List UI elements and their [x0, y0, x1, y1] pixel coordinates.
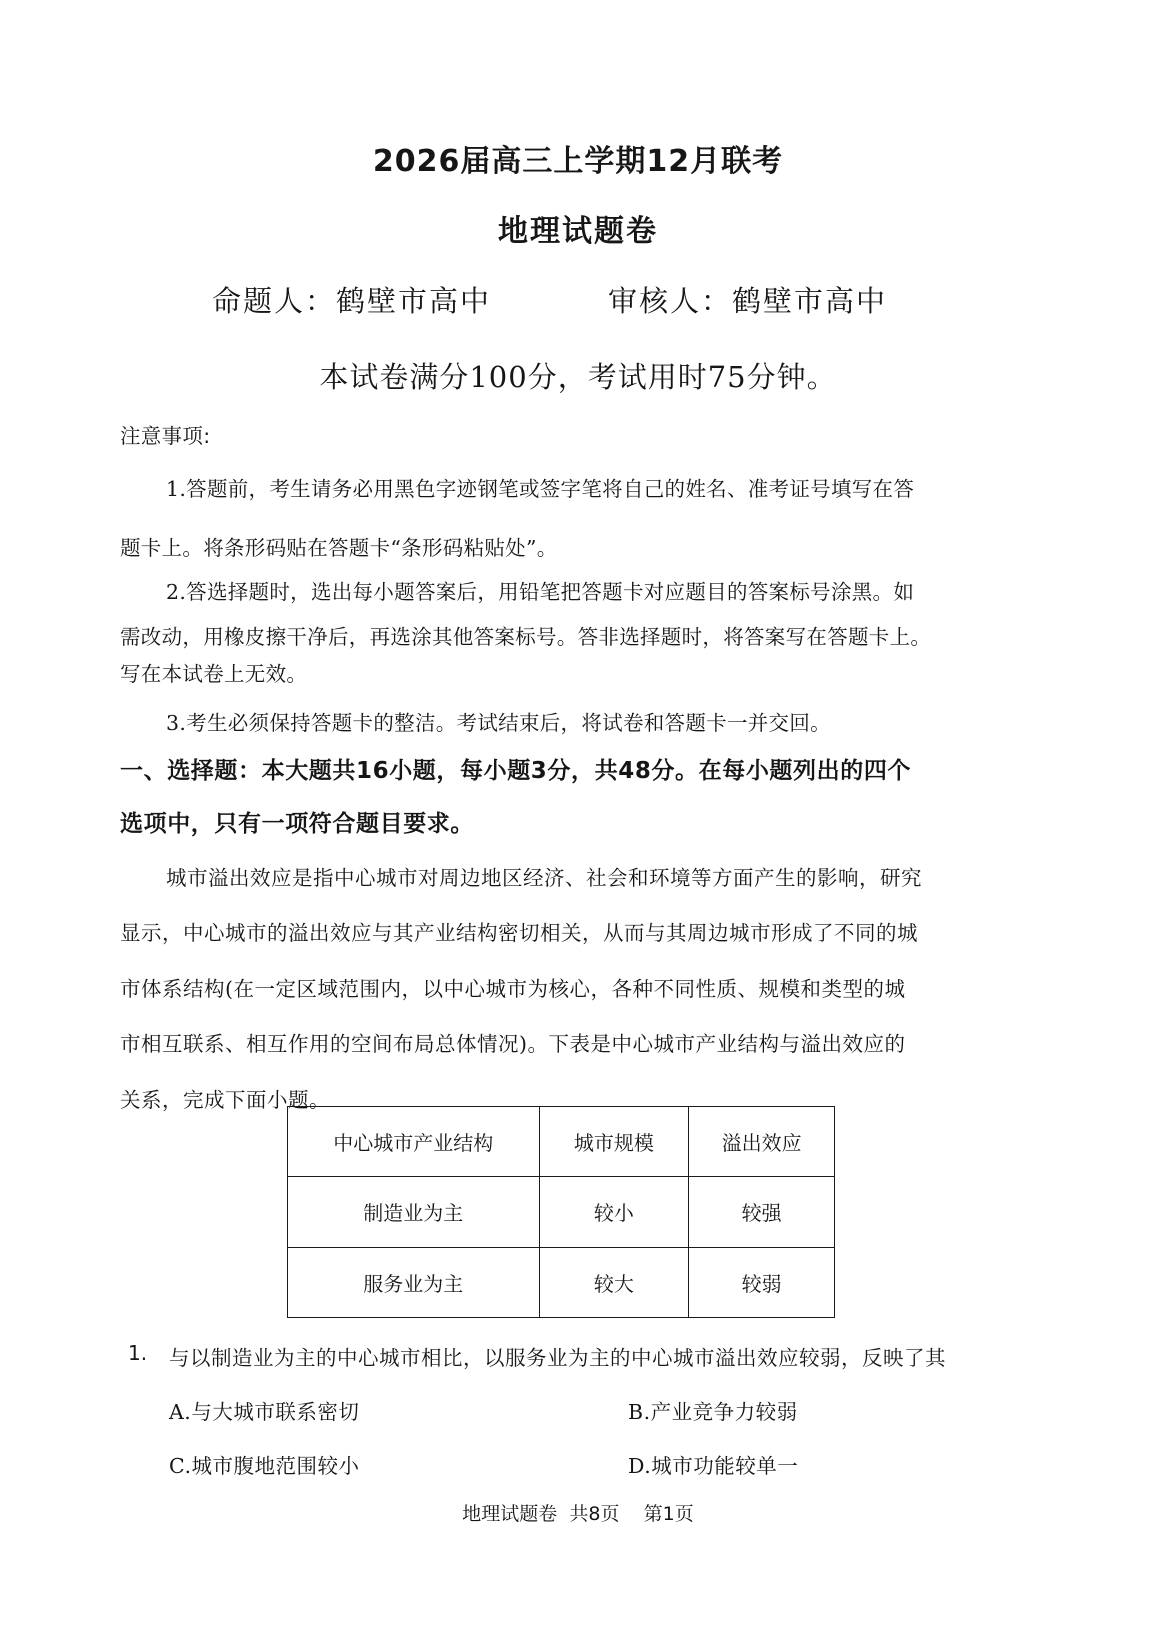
reviewer-line: 审核人：鹤壁市高中 — [608, 284, 888, 318]
table-cell: 制造业为主 — [288, 1177, 540, 1247]
notice-item-1-line-1: 1.答题前，考生请务必用黑色字迹钢笔或签字笔将自己的姓名、准考证号填写在答 — [166, 477, 915, 501]
table-cell: 较弱 — [689, 1247, 835, 1317]
notice-item-2-line-3: 写在本试卷上无效。 — [120, 662, 308, 686]
option-a: A.与大城市联系密切 — [169, 1400, 360, 1424]
page-footer: 地理试题卷 共8页 第1页 — [462, 1503, 694, 1525]
exam-info: 本试卷满分100分，考试用时75分钟。 — [319, 360, 837, 394]
author-line: 命题人：鹤壁市高中 — [212, 284, 492, 318]
section-heading-line-2: 选项中，只有一项符合题目要求。 — [120, 811, 474, 837]
table-header-cell: 中心城市产业结构 — [288, 1107, 540, 1177]
notice-item-1-line-2: 题卡上。将条形码贴在答题卡“条形码粘贴处”。 — [120, 536, 558, 560]
passage-line-2: 显示，中心城市的溢出效应与其产业结构密切相关，从而与其周边城市形成了不同的城 — [120, 921, 918, 945]
question-stem: 与以制造业为主的中心城市相比，以服务业为主的中心城市溢出效应较弱，反映了其 — [169, 1346, 946, 1370]
passage-line-5: 关系，完成下面小题。 — [120, 1088, 330, 1112]
exam-title: 2026届高三上学期12月联考 — [372, 144, 784, 179]
section-heading-line-1: 一、选择题：本大题共16小题，每小题3分，共48分。在每小题列出的四个 — [120, 758, 912, 784]
exam-subtitle: 地理试题卷 — [498, 214, 658, 249]
notice-item-2-line-2: 需改动，用橡皮擦干净后，再选涂其他答案标号。答非选择题时，将答案写在答题卡上。 — [120, 625, 932, 649]
notice-item-2-line-1: 2.答选择题时，选出每小题答案后，用铅笔把答题卡对应题目的答案标号涂黑。如 — [166, 580, 915, 604]
option-d: D.城市功能较单一 — [628, 1454, 799, 1478]
passage-line-4: 市相互联系、相互作用的空间布局总体情况)。下表是中心城市产业结构与溢出效应的 — [120, 1032, 906, 1056]
table-header-cell: 城市规模 — [539, 1107, 689, 1177]
table-header-cell: 溢出效应 — [689, 1107, 835, 1177]
table-header-row — [288, 1107, 835, 1177]
notice-item-3: 3.考生必须保持答题卡的整洁。考试结束后，将试卷和答题卡一并交回。 — [166, 711, 831, 735]
notice-heading: 注意事项: — [120, 424, 211, 448]
table-cell: 较大 — [539, 1247, 689, 1317]
passage-line-3: 市体系结构(在一定区域范围内，以中心城市为核心，各种不同性质、规模和类型的城 — [120, 977, 906, 1001]
option-b: B.产业竞争力较弱 — [628, 1400, 798, 1424]
question-number: 1. — [128, 1341, 148, 1365]
table-cell: 较强 — [689, 1177, 835, 1247]
option-c: C.城市腹地范围较小 — [169, 1454, 360, 1478]
table-cell: 服务业为主 — [288, 1247, 540, 1317]
table-row — [288, 1177, 835, 1247]
passage-line-1: 城市溢出效应是指中心城市对周边地区经济、社会和环境等方面产生的影响，研究 — [166, 866, 922, 890]
table-row — [288, 1247, 835, 1317]
table-cell: 较小 — [539, 1177, 689, 1247]
industry-spillover-table — [287, 1106, 835, 1318]
